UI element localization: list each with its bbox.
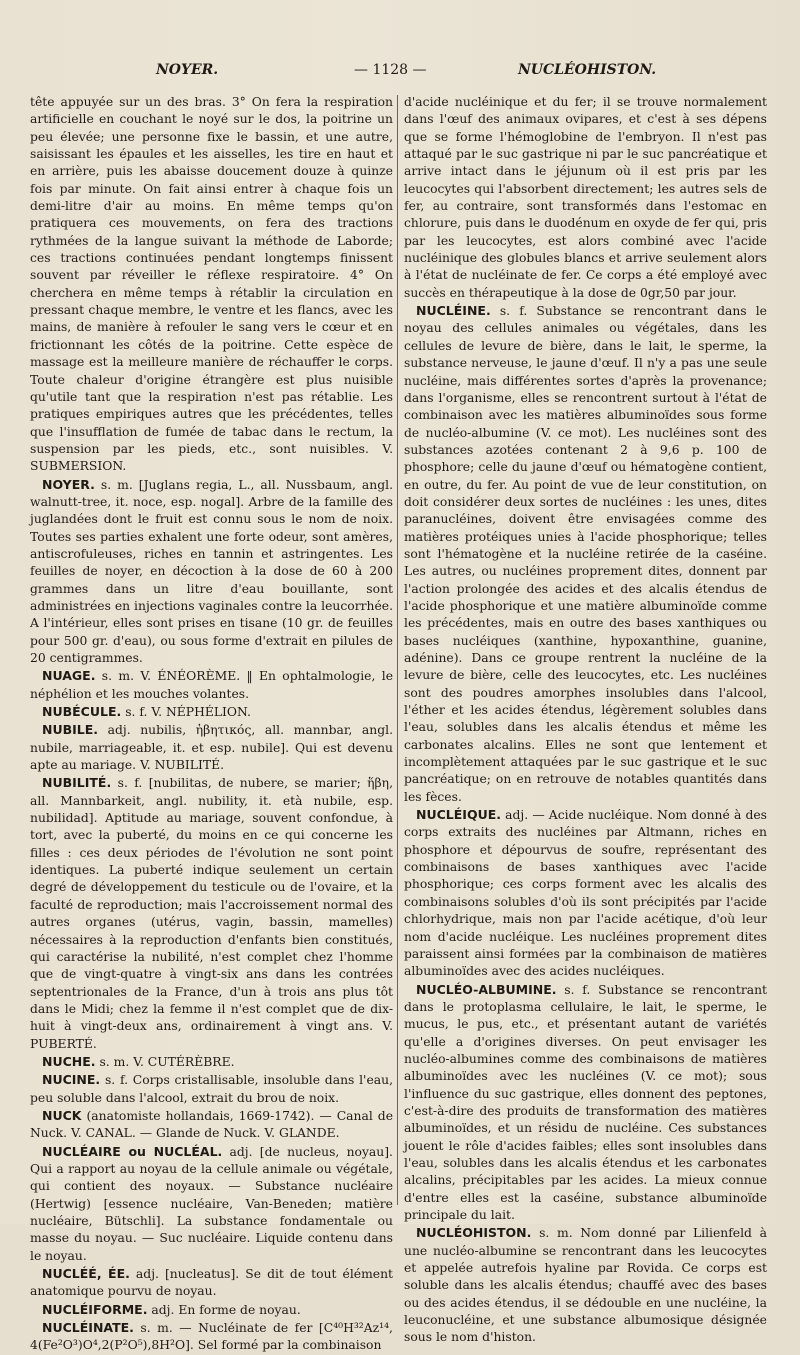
definition: s. m. [Juglans regia, L., all. Nussbaum, angl. walnutt-tree, it. noce, esp. nogal]. Arbre de la famille des juglandées dont le fruit est connu sous le nom de noix. Toutes ses parties exhalent une forte odeur, sont amères, antiscrofuleuses, riches en tannin et astringentes. Les feuilles de noyer, en décoction à la dose de 60 à 200 grammes dans un litre d'eau bouillante, sont administrées en injections vaginales contre la leucorrhée. A l'intérieur, elles sont prises en tisane (10 gr. de feuilles pour 500 gr. d'eau), ou sous forme d'extrait en pilules de 20 centigrammes. [30,477,393,665]
definition: s. m. V. CUTÉRÈBRE. [95,1054,235,1069]
headword: NUCINE. [42,1072,101,1088]
entry-nubile [30,721,393,774]
headword: NUCLÉOHISTON. [416,1225,532,1241]
headword: NUCLÉINATE. [42,1320,134,1336]
entry-nuche [30,1053,393,1071]
entry-nucine [30,1071,393,1107]
entry-nuck [30,1107,393,1143]
right-column [404,94,767,1345]
entry-continuation: tête appuyée sur un des bras. 3° On fera la respiration artificielle en couchant le noyé sur le dos, la poitrine un peu élevée; une personne fixe le bassin, et une autre, saisissant les épaules et les aisselles, les tire en haut et en arrière, puis les abaisse doucement douze à quinze fois par minute. On fait ainsi entrer à chaque fois un demi-litre d'air au moins. En même temps qu'on pratiquera ces mouvements, on fera des tractions rythmées de la langue suivant la méthode de Laborde; ces tractions continuées pendant longtemps finissent souvent par réveiller le réflexe respiratoire. 4° On cherchera en même temps à rétablir la circulation en pressant chaque membre, le ventre et les flancs, avec les mains, de manière à refouler le sang vers le cœur et en frictionnant les côtés de la poitrine. Cette espèce de massage est la meilleure manière de réchauffer le corps. Toute chaleur d'origine étrangère est plus nuisible qu'utile tant que la respiration n'est pas rétablie. Les pratiques empiriques autres que les précédentes, telles que l'insufflation de fumée de tabac dans le rectum, la suspension par les pieds, etc., sont nuisibles. V. SUBMERSION. [30,95,393,474]
entry-nucleiforme [30,1301,393,1319]
entry-nubecule [30,703,393,721]
entry-nucleo-albumine [404,981,767,1225]
definition: adj. nubilis, ἡβητικός, all. mannbar, angl. nubile, marriageable, it. et esp. nubile]. Qui est devenu apte au mariage. V. NUBILITÉ. [30,723,393,773]
definition: s. f. Substance se rencontrant dans le noyau des cellules animales ou végétales, dans les cellules de levure de bière, dans le lait, le sperme, la substance nerveuse, le jaune d'œuf. Il n'y a pas une seule nucléine, mais différentes sortes d'après la provenance; dans l'organisme, elles se rencontrent surtout à l'état de combinaison avec les matières albuminoïdes sous forme de nucléo-albumine (V. ce mot). Les nucléines sont des substances azotées contenant 2 à 9,6 p. 100 de phosphore; celle du jaune d'œuf ou hématogène contient, en outre, du fer. Au point de vue de leur constitution, on doit considérer deux sortes de nucléines : les unes, dites paranucléines, doivent être envisagées comme des matières protéiques unies à l'acide phosphorique; telles sont l'hématogène et la nucléine retirée de la caséine. Les autres, ou nucléines proprement dites, donnent par l'action prolongée des acides et des alcalis étendus de l'acide phosphorique et une matière albuminoïde comme les précédentes, mais en outre des bases xanthiques ou bases nucléiques (xanthine, hypoxanthine, guanine, adénine). Dans ce groupe rentrent la nucléine de la levure de bière, celle des leucocytes, etc. Les nucléines sont des poudres amorphes insolubles dans l'alcool, l'éther et les acides étendus, légèrement solubles dans l'eau, solubles dans les alcalis étendus et même les carbonates alcalins. Elles ne sont que lentement et incomplètement attaquées par le suc gastrique et le suc pancréatique; on en retrouve de notables quantités dans les fèces. [404,304,767,804]
column-divider [397,95,398,1205]
headword: NUCLÉIFORME. [42,1301,148,1317]
headword: NUBILE. [42,722,99,738]
headword: NUCLÉINE. [416,303,491,319]
entry-nucleohiston [404,1224,767,1346]
definition: s. m. — Nucléinate de fer [C⁴⁰H³²Az¹⁴, 4(Fe²O³)O⁴,2(P²O⁵),8H²O]. Sel formé par la combinaison [30,1321,393,1353]
page-number: — 1128 — [354,62,427,78]
headword: NOYER. [42,476,95,492]
definition: s. f. V. NÉPHÉLION. [121,705,251,720]
definition: s. f. Corps cristallisable, insoluble dans l'eau, peu soluble dans l'alcool, extrait du brou de noix. [30,1073,393,1105]
entry-nucleique [404,806,767,980]
definition: adj. En forme de noyau. [147,1302,301,1317]
running-header [0,62,800,86]
entry-noyer [30,476,393,668]
left-running-title: NOYER. [156,62,219,78]
headword: NUCLÉIQUE. [416,807,502,823]
entry-nucleaire [30,1143,393,1265]
headword: NUCLÉO-ALBUMINE. [416,981,557,997]
definition: s. m. Nom donné par Lilienfeld à une nucléo-albumine se rencontrant dans les leucocytes et appelée autrefois hyaline par Rovida. Ce corps est soluble dans les alcalis étendus; chauffé avec des bases ou des acides étendus, il se dédouble en une nucléine, la leuconucléine, et une substance albumosique désignée sous le nom d'histon. [404,1226,767,1345]
entry-nucleinate [30,1319,393,1355]
definition: s. f. [nubilitas, de nubere, se marier; ἥβη, all. Mannbarkeit, angl. nubility, it. età nubile, esp. nubilidad]. Aptitude au mariage, souvent confondue, à tort, avec la puberté, du moins en ce qui concerne les filles : ces deux périodes de l'évolution ne sont point identiques. La puberté indique seulement un certain degré de développement du testicule ou de l'ovaire, et la faculté de reproduction; mais l'accroissement normal des autres organes (utérus, vagin, bassin, mamelles) nécessaires à la reproduction d'enfants bien constitués, qui caractérise la nubilité, n'est complet chez l'homme que de vingt-quatre à vingt-six ans dans les contrées septentrionales de la France, d'un à trois ans plus tôt dans le Midi; chez la femme il n'est complet que de dix-huit à vingt-deux ans, ordinairement à vingt ans. V. PUBERTÉ. [30,776,393,1051]
entry-continuation: d'acide nucléinique et du fer; il se trouve normalement dans l'œuf des animaux ovipares, et c'est à ses dépens que se forme l'hémoglobine de l'embryon. Il n'est pas attaqué par le suc gastrique ni par le suc pancréatique et arrive intact dans le jéjunum où il est pris par les leucocytes qui l'absorbent directement; les autres sels de fer, au contraire, sont transformés dans l'estomac en chlorure, puis dans le duodénum en oxyde de fer qui, pris par les leucocytes, est alors combiné avec l'acide nucléinique des globules blancs et arrive seulement alors à l'état de nucléinate de fer. Ce corps a été employé avec succès en thérapeutique à la dose de 0gr,50 par jour. [404,95,767,300]
headword: NUCLÉÉ, ÉE. [42,1266,130,1282]
left-column [30,94,393,1353]
definition: adj. [nucleatus]. Se dit de tout élément anatomique pourvu de noyau. [30,1267,393,1299]
headword: NUCHE. [42,1053,96,1069]
headword: NUCK [42,1107,82,1123]
definition: s. f. Substance se rencontrant dans le protoplasma cellulaire, le lait, le sperme, le mucus, le pus, etc., et présentant autant de variétés qu'elle a d'origines diverses. On peut envisager les nucléo-albumines comme des combinaisons de matières albuminoïdes avec les nucléines (V. ce mot); sous l'influence du suc gastrique, elles donnent des peptones, c'est-à-dire des produits de transformation des matières albuminoïdes, et un résidu de nucléine. Ces substances jouent le rôle d'acides faibles; elles sont insolubles dans l'eau, solubles dans les alcalis étendus et les carbonates alcalins, précipitables par les acides. La mieux connue d'entre elles est la caséine, substance albuminoïde principale du lait. [404,982,767,1222]
entry-nuage [30,667,393,703]
entry-nuclee [30,1265,393,1301]
definition: adj. [de nucleus, noyau]. Qui a rapport au noyau de la cellule animale ou végétale, qui contient des noyaux. — Substance nucléaire (Hertwig) [essence nucléaire, Van-Beneden; matière nucléaire, Bütschli]. La substance fondamentale ou masse du noyau. — Suc nucléaire. Liquide contenu dans le noyau. [30,1144,393,1263]
headword: NUBÉCULE. [42,704,122,720]
right-running-title: NUCLÉOHISTON. [518,62,657,78]
entry-nucleine [404,302,767,806]
definition: (anatomiste hollandais, 1669-1742). — Canal de Nuck. V. CANAL. — Glande de Nuck. V. GLANDE. [30,1108,393,1141]
headword: NUCLÉAIRE ou NUCLÉAL. [42,1143,223,1159]
headword: NUAGE. [42,668,96,684]
entry-nubilite [30,774,393,1053]
definition: s. m. V. ÉNÉORÈME. ‖ En ophtalmologie, le néphélion et les mouches volantes. [30,669,393,701]
definition: adj. — Acide nucléique. Nom donné à des corps extraits des nucléines par Altmann, riches en phosphore et dépourvus de soufre, représentant des combinaisons de bases xanthiques avec l'acide phosphorique; ces corps forment avec les alcalis des combinaisons solubles d'où ils sont précipités par l'acide chlorhydrique, mais non par l'acide acétique, d'où leur nom d'acide nucléique. Les nucléines proprement dites paraissent ainsi formées par la combinaison de matières albuminoïdes avec des acides nucléiques. [404,808,767,979]
headword: NUBILITÉ. [42,775,112,791]
